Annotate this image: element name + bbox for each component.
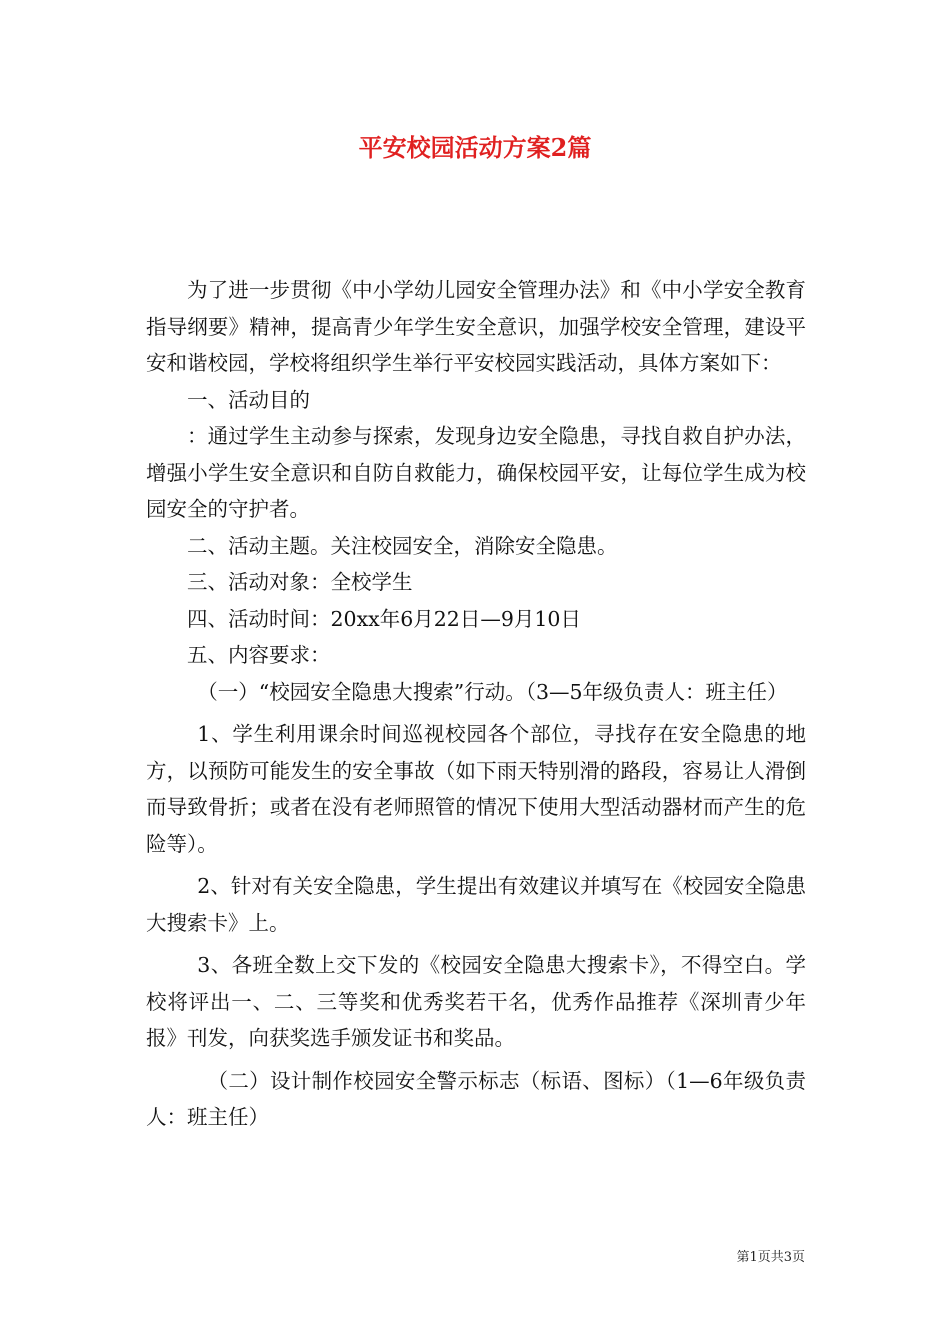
intro-paragraph: 为了进一步贯彻《中小学幼儿园安全管理办法》和《中小学安全教育指导纲要》精神，提高青少年学生安全意识，加强学校安全管理，建设平安和谐校园，学校将组织学生举行平安校园实践活动，具体方案如下： <box>146 278 806 375</box>
purpose-paragraph: ：通过学生主动参与探索，发现身边安全隐患，寻找自救自护办法，增强小学生安全意识和自防自救能力，确保校园平安，让每位学生成为校园安全的守护者。 <box>146 424 806 521</box>
section-heading-purpose: 一、活动目的 <box>187 387 310 412</box>
subsection-one: （一）“校园安全隐患大搜索”行动。（3—5年级负责人：班主任） <box>197 679 788 704</box>
item-three: 3、各班全数上交下发的《校园安全隐患大搜索卡》，不得空白。学校将评出一、二、三等奖和优秀奖若干名，优秀作品推荐《深圳青少年报》刊发，向获奖选手颁发证书和奖品。 <box>146 953 806 1050</box>
item-two: 2、针对有关安全隐患，学生提出有效建议并填写在《校园安全隐患大搜索卡》上。 <box>146 874 806 935</box>
page-indicator: 第1页共3页 <box>736 1250 805 1265</box>
section-requirements: 五、内容要求： <box>187 643 331 667</box>
document-body <box>146 272 806 1136</box>
document-title: 平安校园活动方案2篇 <box>358 133 592 162</box>
section-theme: 二、活动主题。关注校园安全，消除安全隐患。 <box>187 533 618 558</box>
subsection-two: （二）设计制作校园安全警示标志（标语、图标）（1—6年级负责人：班主任） <box>146 1068 806 1129</box>
item-one: 1、学生利用课余时间巡视校园各个部位，寻找存在安全隐患的地方，以预防可能发生的安全事故（如下雨天特别滑的路段，容易让人滑倒而导致骨折；或者在没有老师照管的情况下使用大型活动器材而产生的危险等）。 <box>146 722 806 856</box>
section-time: 四、活动时间：20xx年6月22日—9月10日 <box>187 606 581 631</box>
section-audience: 三、活动对象：全校学生 <box>187 570 413 594</box>
